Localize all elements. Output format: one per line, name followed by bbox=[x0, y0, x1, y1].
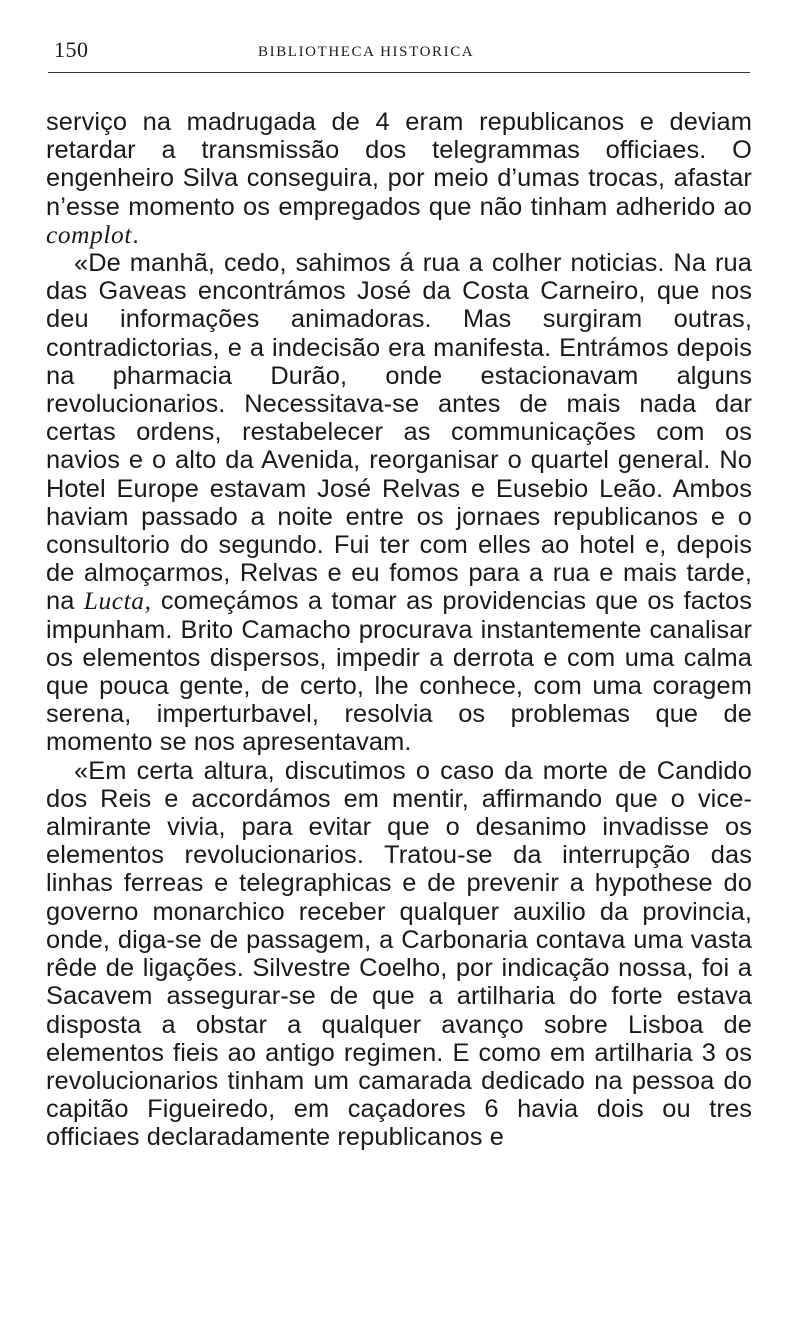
paragraph-2 bbox=[46, 249, 752, 757]
paragraph-text: . bbox=[132, 220, 140, 249]
body-text bbox=[46, 108, 752, 1152]
page-header bbox=[48, 36, 750, 66]
italic-term: complot bbox=[46, 220, 133, 249]
header-rule bbox=[48, 72, 750, 73]
page-number: 150 bbox=[54, 37, 89, 62]
italic-newspaper-title: Lucta, bbox=[83, 587, 152, 616]
paragraph-text: começámos a tomar as providencias que os factos impunham. Brito Camacho procurava instantemente canalisar os elementos dispersos, impedir a derrota e com uma calma que pouca gente, de certo, lhe conhece, com uma coragem serena, imperturbavel, resolvia os problemas que de momento se nos apresentavam. bbox=[46, 587, 752, 757]
paragraph-1 bbox=[46, 108, 752, 249]
paragraph-text: «De manhã, cedo, sahimos á rua a colher noticias. Na rua das Gaveas encontrámos José da Costa Carneiro, que nos deu informações animadoras. Mas surgiram outras, contradictorias, e a indecisão era manifesta. Entrámos depois na pharmacia Durão, onde estacionavam alguns revolucionarios. Necessitava-se antes de mais nada dar certas ordens, restabelecer as communicações com os navios e o alto da Avenida, reorganisar o quartel general. No Hotel Europe estavam José Relvas e Eusebio Leão. Ambos haviam passado a noite entre os jornaes republicanos e o consultorio do segundo. Fui ter com elles ao hotel e, depois de almoçarmos, Relvas e eu fomos para a rua e mais tarde, na bbox=[46, 249, 752, 616]
paragraph-text: serviço na madrugada de 4 eram republicanos e deviam retardar a transmissão dos telegrammas officiaes. O engenheiro Silva conseguira, por meio d’umas trocas, afastar n’esse momento os empregados que não tinham adherido ao bbox=[46, 108, 752, 221]
paragraph-text: «Em certa altura, discutimos o caso da morte de Candido dos Reis e accordámos em mentir, affirmando que o vice-almirante vivia, para evitar que o desanimo invadisse os elementos revolucionarios. Tratou-se da interrupção das linhas ferreas e telegraphicas e de prevenir a hypothese do governo monarchico receber qualquer auxilio da provincia, onde, diga-se de passagem, a Carbonaria contava uma vasta rêde de ligações. Silvestre Coelho, por indicação nossa, foi a Sacavem assegurar-se de que a artilharia do forte estava disposta a obstar a qualquer avanço sobre Lisboa de elementos fieis ao antigo regimen. E como em artilharia 3 os revolucionarios tinham um camarada dedicado na pessoa do capitão Figueiredo, em caçadores 6 havia dois ou tres officiaes declaradamente republicanos e bbox=[46, 756, 752, 1152]
running-title: BIBLIOTHECA HISTORICA bbox=[258, 44, 475, 60]
paragraph-3 bbox=[46, 757, 752, 1152]
